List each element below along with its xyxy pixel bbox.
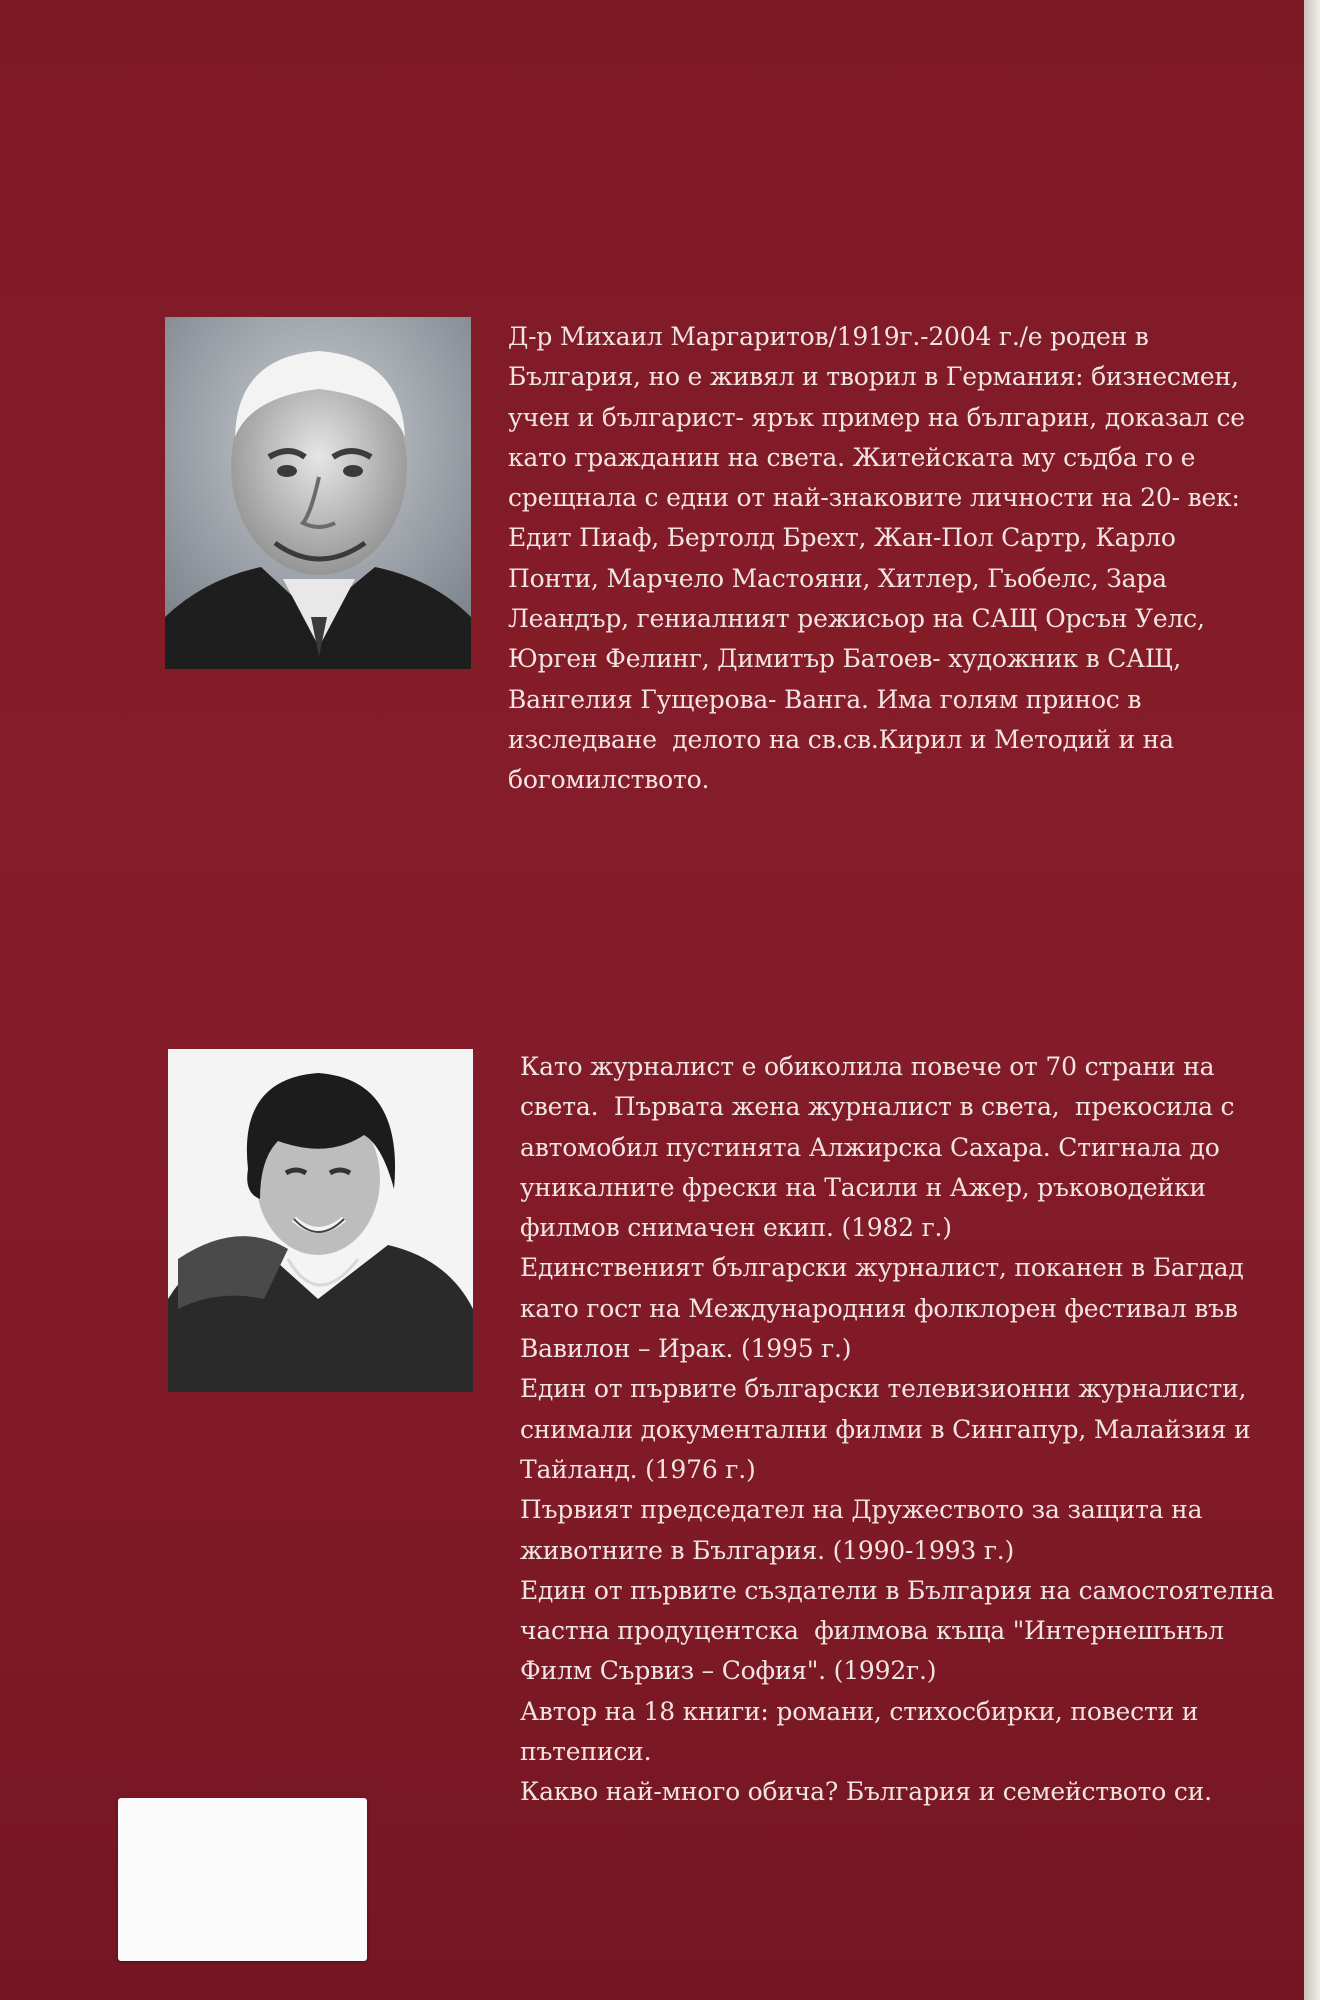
bio-line: животните в България. (1990-1993 г.) — [520, 1535, 1015, 1565]
biography-mihail-margaritov — [508, 317, 1245, 801]
bio-line: Първият председател на Дружеството за защита на — [520, 1495, 1203, 1525]
bio-line: България, но е живял и творил в Германия: бизнесмен, — [508, 362, 1239, 392]
bio-line: автомобил пустинята Алжирска Сахара. Стигнала до — [520, 1132, 1220, 1162]
bio-line: срещнала с едни от най-знаковите личности на 20- век: — [508, 483, 1240, 513]
bio-line: снимали документални филми в Сингапур, Малайзия и — [520, 1414, 1251, 1444]
bio-line: учен и българист- ярък пример на българин, доказал се — [508, 402, 1245, 432]
bio-line: Филм Сървиз – София". (1992г.) — [520, 1656, 937, 1686]
bio-line: уникалните фрески на Тасили н Ажер, ръководейки — [520, 1172, 1206, 1202]
bio-line: богомилството. — [508, 765, 710, 795]
bio-line: Д-р Михаил Маргаритов/1919г.-2004 г./е роден в — [508, 322, 1149, 351]
bio-line: Едит Пиаф, Бертолд Брехт, Жан-Пол Сартр, Карло — [508, 523, 1176, 553]
bio-line: Един от първите български телевизионни журналисти, — [520, 1374, 1247, 1404]
bio-line: частна продуцентска филмова къща "Интернешънъл — [520, 1616, 1224, 1646]
bio-line: филмов снимачен екип. (1982 г.) — [520, 1213, 952, 1243]
bio-line: като гражданин на света. Житейската му съдба го е — [508, 442, 1196, 472]
bio-line: Автор на 18 книги: романи, стихосбирки, повести и — [520, 1696, 1199, 1726]
page-edge — [1304, 0, 1320, 2000]
bio-line: Вангелия Гущерова- Ванга. Има голям принос в — [508, 684, 1142, 714]
bio-line: пътеписи. — [520, 1737, 652, 1767]
bio-line: света. Първата жена журналист в света, прекосила с — [520, 1092, 1235, 1122]
blank-price-sticker — [118, 1798, 367, 1961]
bio-line: Като журналист е обиколила повече от 70 страни на — [520, 1052, 1215, 1081]
bio-line: Вавилон – Ирак. (1995 г.) — [520, 1334, 852, 1364]
biography-journalist — [520, 1047, 1274, 1813]
bio-line: Тайланд. (1976 г.) — [520, 1454, 756, 1484]
bio-line: Какво най-много обича? България и семейството си. — [520, 1777, 1212, 1807]
bio-line: Един от първите създатели в България на самостоятелна — [520, 1575, 1275, 1605]
bio-line: Единственият български журналист, поканен в Багдад — [520, 1253, 1244, 1283]
bio-line: Леандър, гениалният режисьор на САЩ Орсън Уелс, — [508, 604, 1205, 634]
bio-line: Юрген Фелинг, Димитър Батоев- художник в САЩ, — [508, 644, 1181, 674]
portrait-photo-woman — [168, 1049, 473, 1392]
portrait-photo-man — [165, 317, 471, 669]
bio-line: изследване делото на св.св.Кирил и Методий и на — [508, 724, 1174, 754]
bio-line: Понти, Марчело Мастояни, Хитлер, Гьобелс, Зара — [508, 563, 1167, 593]
bio-line: като гост на Международния фолклорен фестивал във — [520, 1293, 1238, 1323]
